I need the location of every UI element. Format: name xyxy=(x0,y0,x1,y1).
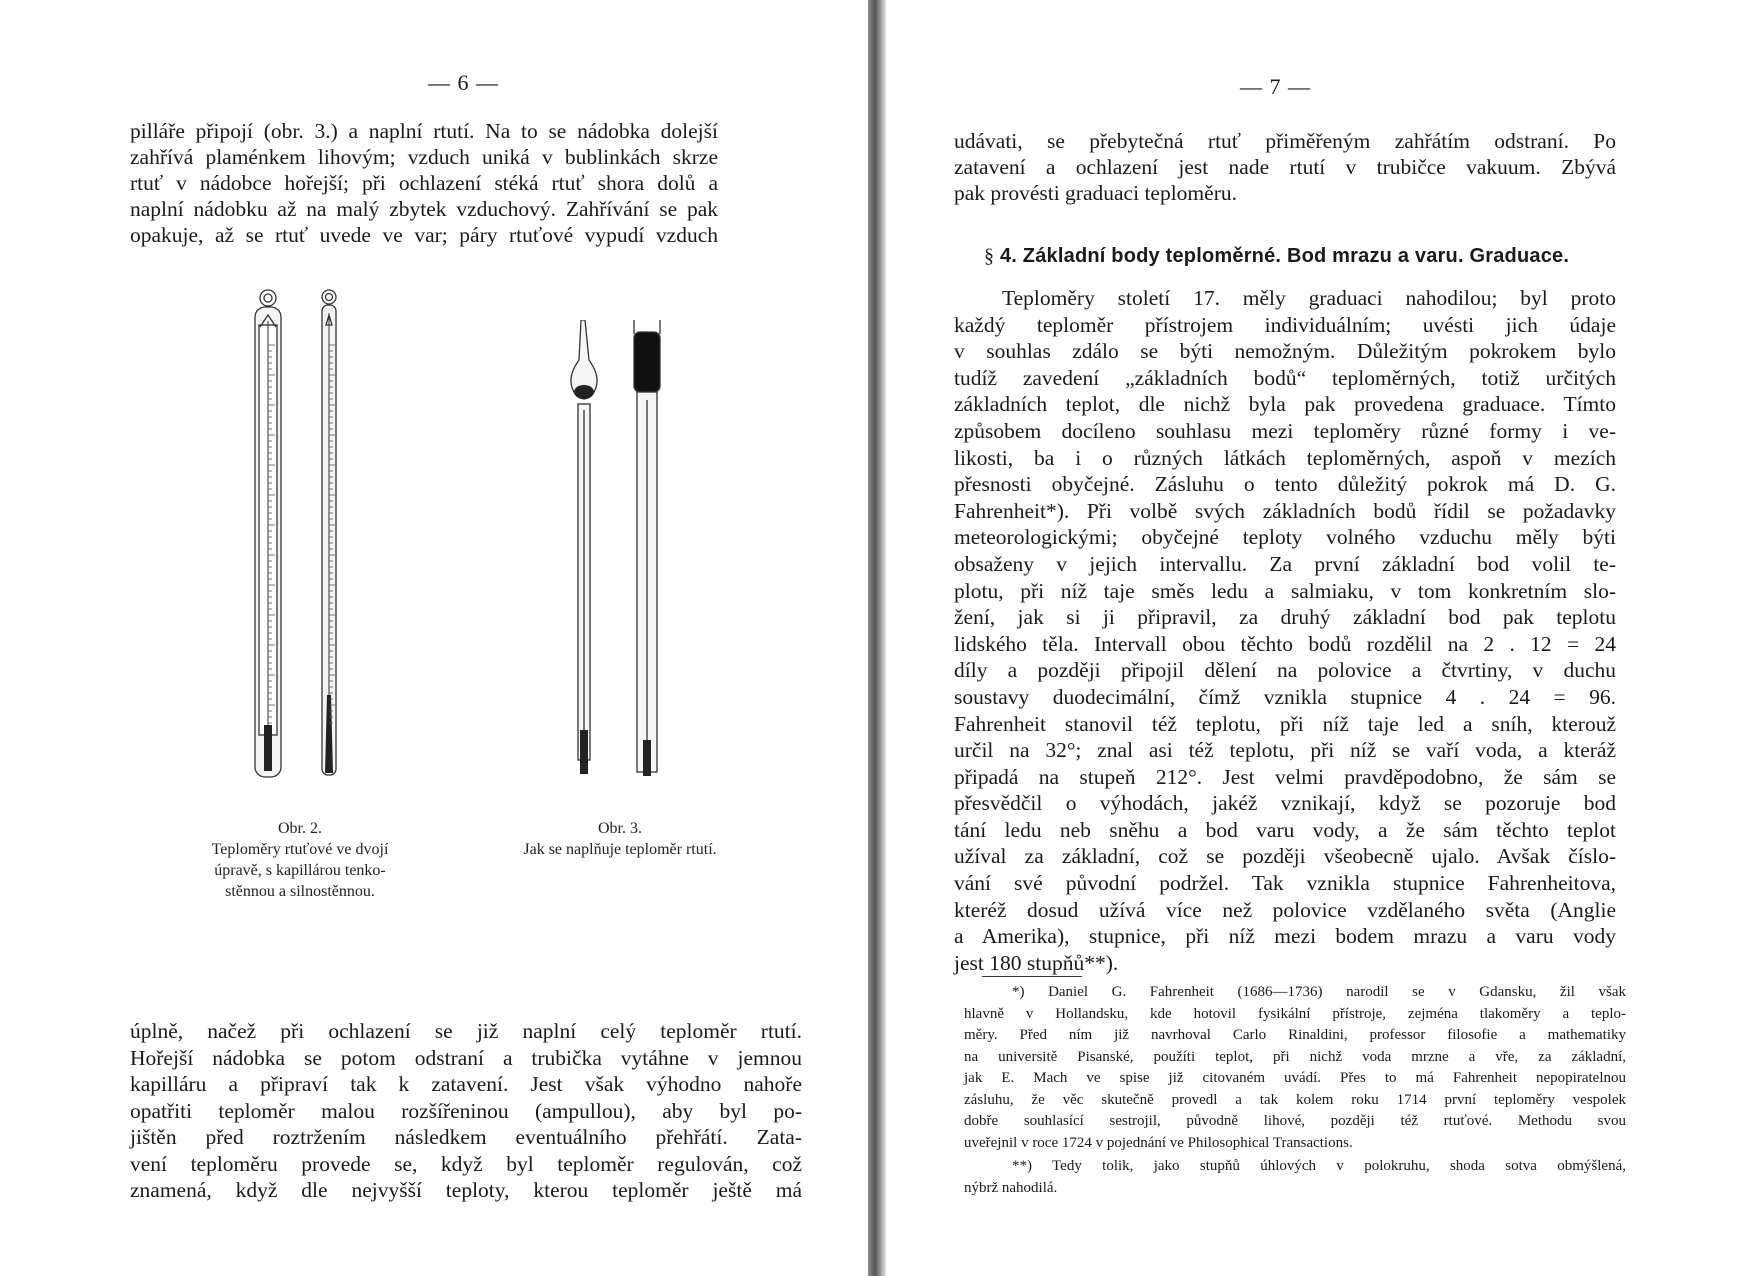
text-line: pak provésti graduaci teploměru. xyxy=(954,181,1237,205)
section-title: 4. Základní body teploměrné. Bod mrazu a varu. Graduace. xyxy=(999,245,1570,267)
text-line: žení, jak si ji připravil, za druhý základní bod pak teplotu xyxy=(954,605,1616,630)
text-line: jištěn před roztržením následkem eventuálního přehřátí. Zata- xyxy=(130,1125,802,1149)
text-line: zatavení a ochlazení jest nade rtutí v trubičce vakuum. Zbývá xyxy=(954,155,1616,179)
text-line: plotu, při níž taje směs ledu a salmiaku, v tom konkretním slo- xyxy=(954,578,1616,603)
text-line: užíval za základní, což se později všeobecně ujalo. Avšak číslo- xyxy=(954,844,1616,869)
text-line: opatřiti teploměr malou rozšířeninou (ampullou), aby byl po- xyxy=(130,1098,802,1123)
text-line: přesvědčil o výhodách, jakéž vznikají, když se pozoruje bod xyxy=(954,791,1616,816)
footnote-degrees xyxy=(964,1156,1626,1199)
text-line: vení teploměru provede se, když byl teploměr regulován, což xyxy=(130,1151,802,1176)
footnote-line: na universitě Pisanské, použíti teplot, při nichž voda mrzne a vře, za základní, xyxy=(964,1048,1626,1065)
text-line: tudíž zavedení „základních bodů“ teploměrných, totiž určitých xyxy=(954,365,1616,390)
text-line: kapilláru a připraví tak k zatavení. Jest však výhodno nahoře xyxy=(130,1072,802,1096)
page-number-right: — 7 — xyxy=(1240,74,1311,99)
footnote-line: hlavně v Hollandsku, kde hotovil fysikální přístroje, zejména tlakoměry a teplo- xyxy=(964,1005,1626,1022)
footnote-line: nýbrž nahodilá. xyxy=(964,1179,1058,1196)
text-line: opakuje, až se rtuť uvede ve var; páry rtuťové vypudí vzduch xyxy=(130,223,718,247)
caption-line: Jak se naplňuje teploměr rtutí. xyxy=(523,841,717,858)
text-line: Teploměry století 17. měly graduaci nahodilou; byl proto xyxy=(1002,286,1616,310)
text-line: znamená, když dle nejvyšší teploty, kterou teploměr ještě má xyxy=(130,1178,802,1202)
right-paragraph-1 xyxy=(954,128,1616,206)
right-page xyxy=(886,0,1742,1276)
right-body-text xyxy=(954,285,1616,976)
text-line: tání ledu neb sněhu a bod varu vody, a že sám těchto teplot xyxy=(954,817,1616,842)
text-line: Fahrenheit*). Při volbě svých základních bodů řídil se požadavky xyxy=(954,498,1616,523)
text-line: určil na 32°; znal asi též teplotu, při níž se vaří voda, a kteráž xyxy=(954,738,1616,763)
figure-3-filling-thermometer xyxy=(560,320,680,790)
thermometer-reservoir-tube xyxy=(571,320,597,774)
footnote-line: jak E. Mach ve spise již citovaném uvádí. Přes to má Fahrenheit nepopiratelnou xyxy=(964,1070,1626,1086)
text-line: Hořejší nádobka se potom odstraní a trubička vytáhne v jemnou xyxy=(130,1045,802,1070)
section-heading xyxy=(984,245,1569,268)
text-line: lidského těla. Intervall obou těchto bodů rozdělil na 2 . 12 = 24 xyxy=(954,631,1616,656)
text-line: díly a později připojil dělení na polovice a čtvrtiny, v duchu xyxy=(954,658,1616,683)
page-number-left: — 6 — xyxy=(428,70,499,95)
footnote-line: **) Tedy tolik, jako stupňů úhlových v polokruhu, shoda sotva obmýšlená, xyxy=(1012,1158,1626,1174)
text-line: soustavy duodecimální, čímž vznikla stupnice 4 . 24 = 96. xyxy=(954,684,1616,709)
text-line: udávati, se přebytečná rtuť přiměřeným zahřátím odstraní. Po xyxy=(954,129,1616,153)
figure-3-label: Obr. 3. xyxy=(598,820,642,837)
caption-line: Teploměry rtuťové ve dvojí xyxy=(211,841,389,858)
footnote-line: uveřejnil v roce 1724 v pojednání ve Philosophical Transactions. xyxy=(964,1134,1353,1151)
text-line: způsobem docíleno souhlasu mezi teploměry různé formy i ve- xyxy=(954,418,1616,443)
text-line: obsaženy v jejich intervallu. Za první základní bod volil te- xyxy=(954,551,1616,576)
left-paragraph-1 xyxy=(130,118,718,248)
text-line: jest 180 stupňů**). xyxy=(954,950,1119,975)
text-line: pilláře připojí (obr. 3.) a naplní rtutí. Na to se nádobka dolejší xyxy=(130,119,718,143)
footnote-fahrenheit xyxy=(964,982,1626,1154)
footnote-line: dobře souhlasící sestrojil, původně lihové, později též rtuťové. Methodu svou xyxy=(964,1113,1626,1129)
text-line: Fahrenheit stanovil též teplotu, při níž taje led a sníh, kterouž xyxy=(954,711,1616,736)
figure-3-caption xyxy=(480,818,760,860)
text-line: vání své původní podržel. Tak vznikla stupnice Fahrenheitova, xyxy=(954,871,1616,896)
footnote-line: zásluhu, že věc skutečně provedl a tak kolem roku 1714 první teploměry vespolek xyxy=(964,1091,1626,1108)
text-line: meteorologickými; obyčejné teploty volného vzduchu měly býti xyxy=(954,525,1616,550)
text-line: naplní nádobku až na malý zbytek vzduchový. Zahřívání se pak xyxy=(130,197,718,221)
thermometer-mercury-column xyxy=(634,320,660,776)
left-paragraph-2 xyxy=(130,1018,802,1204)
left-page xyxy=(0,0,868,1276)
text-line: v souhlas zdálo se býti nemožným. Důležitým pokrokem bylo xyxy=(954,339,1616,364)
figure-2-label: Obr. 2. xyxy=(278,820,322,837)
text-line: kteréž dosud užívá více než polovice vzdělaného světa (Anglie xyxy=(954,897,1616,922)
text-line: základních teplot, dle nichž byla pak provedena graduace. Tímto xyxy=(954,392,1616,417)
caption-line: úpravě, s kapillárou tenko- xyxy=(214,862,386,879)
book-gutter xyxy=(868,0,886,1276)
text-line: zahřívá plaménkem lihovým; vzduch uniká v bublinkách skrze xyxy=(130,145,718,169)
footnote-line: měry. Před ním již navrhoval Carlo Rinaldini, professor filosofie a mathematiky xyxy=(964,1027,1626,1043)
text-line: a Amerika), stupnice, při níž mezi bodem mrazu a varu vody xyxy=(954,924,1616,949)
text-line: rtuť v nádobce hořejší; při ochlazení stéká rtuť shora dolů a xyxy=(130,171,718,195)
footnote-rule xyxy=(982,976,1082,977)
text-line: přesnosti obyčejné. Zásluhu o tento důležitý pokrok má D. G. xyxy=(954,472,1616,497)
caption-line: stěnnou a silnostěnnou. xyxy=(225,883,375,900)
text-line: každý teploměr přístrojem individuálním; uvésti jich údaje xyxy=(954,312,1616,337)
text-line: připadá na stupeň 212°. Jest velmi pravděpodobno, že sám se xyxy=(954,764,1616,789)
figure-2-caption xyxy=(190,818,410,902)
text-line: úplně, načež při ochlazení se již naplní celý teploměr rtutí. xyxy=(130,1019,802,1043)
footnote-line: *) Daniel G. Fahrenheit (1686—1736) narodil se v Gdansku, žil však xyxy=(1012,984,1626,1000)
figure-2-thermometers xyxy=(240,285,360,790)
text-line: likosti, ba i o různých látkách teploměrných, aspoň v mezích xyxy=(954,445,1616,470)
section-mark: § xyxy=(984,245,995,267)
